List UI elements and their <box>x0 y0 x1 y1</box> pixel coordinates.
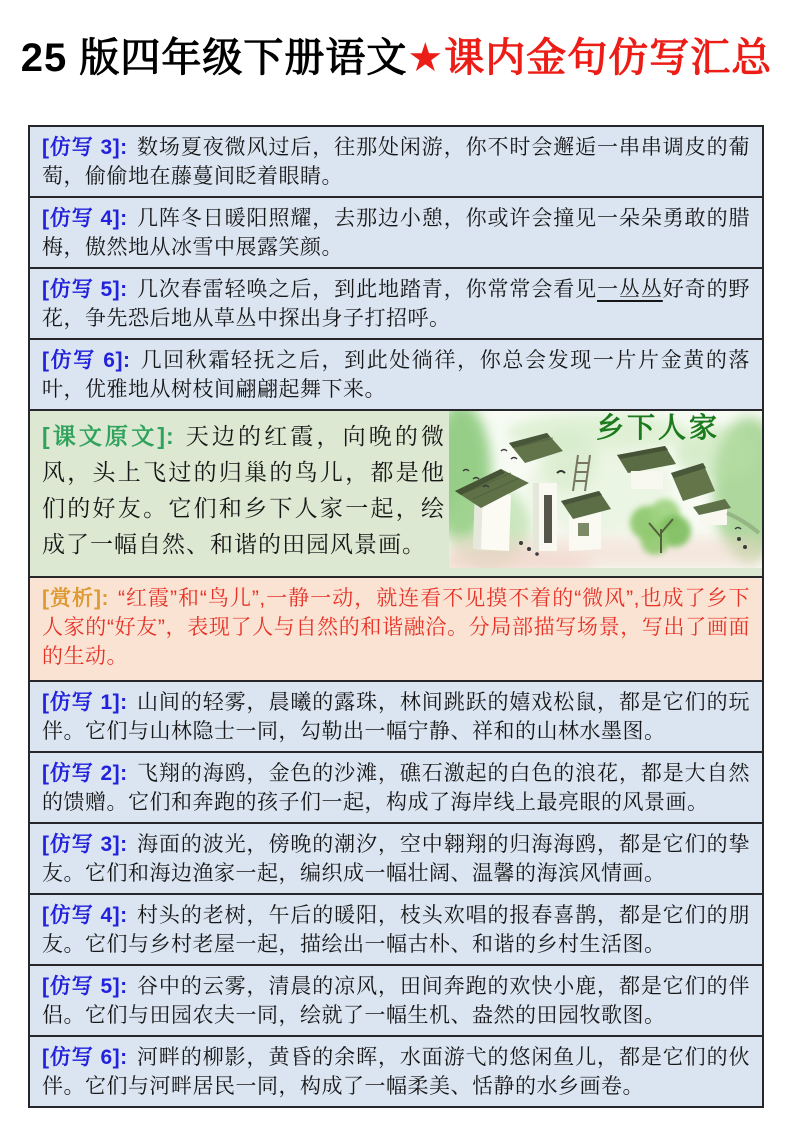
table-row-fangxie-4 <box>30 895 762 966</box>
table-row-fangxie-6 <box>30 1037 762 1106</box>
fangxie-label: [仿写 2]: <box>42 762 128 785</box>
table-row-fangxie-5 <box>30 966 762 1037</box>
fangxie-label: [仿写 6]: <box>42 349 131 372</box>
fangxie-text: 几阵冬日暖阳照耀，去那边小憩，你或许会撞见一朵朵勇敢的腊梅，傲然地从冰雪中展露笑颜。 <box>42 207 750 259</box>
page-title-red: ★课内金句仿写汇总 <box>407 36 773 80</box>
original-text-block <box>30 411 449 576</box>
fangxie-text: 村头的老树，午后的暖阳，枝头欢唱的报春喜鹊，都是它们的朋友。它们与乡村老屋一起，描绘出一幅古朴、和谐的乡村生活图。 <box>42 904 750 956</box>
fangxie-text: 河畔的柳影，黄昏的余晖，水面游弋的悠闲鱼儿，都是它们的伙伴。它们与河畔居民一同，构成了一幅柔美、恬静的水乡画卷。 <box>42 1046 750 1098</box>
page-title-black: 25 版四年级下册语文 <box>20 36 408 80</box>
original-text-label: [课文原文]: <box>42 423 175 449</box>
analysis-text: “红霞”和“鸟儿”,一静一动，就连看不见摸不着的“微风”,也成了乡下人家的“好友”，表现了人与自然的和谐融洽。分局部描写场景，写出了画面的生动。 <box>42 587 750 668</box>
worksheet-table <box>28 125 764 1108</box>
table-row-fangxie-5-top: [仿写 5]: 几次春雷轻唤之后，到此地踏青，你常常会看见一丛丛好奇的野花，争先恐后地从草丛中探出身子打招呼。 <box>30 269 762 340</box>
table-row-analysis <box>30 578 762 682</box>
fangxie-label: [仿写 4]: <box>42 207 128 230</box>
fangxie-label: [仿写 1]: <box>42 691 128 714</box>
fangxie-text: 山间的轻雾，晨曦的露珠，林间跳跃的嬉戏松鼠，都是它们的玩伴。它们与山林隐士一同，勾勒出一幅宁静、祥和的山林水墨图。 <box>42 691 750 743</box>
table-row-original-text <box>30 411 762 578</box>
fangxie-text: 飞翔的海鸥，金色的沙滩，礁石激起的白色的浪花，都是大自然的馈赠。它们和奔跑的孩子们一起，构成了海岸线上最亮眼的风景画。 <box>42 762 750 814</box>
fangxie-label: [仿写 6]: <box>42 1046 128 1069</box>
fangxie-label: [仿写 3]: <box>42 136 128 159</box>
table-row-fangxie-4-top <box>30 198 762 269</box>
page-title <box>0 26 793 83</box>
table-row-fangxie-3 <box>30 824 762 895</box>
table-row-fangxie-6-top <box>30 340 762 411</box>
fangxie-label: [仿写 5]: <box>42 278 128 301</box>
fangxie-label: [仿写 3]: <box>42 833 128 856</box>
fangxie-text: 谷中的云雾，清晨的凉风，田间奔跑的欢快小鹿，都是它们的伴侣。它们与田园农夫一同，绘就了一幅生机、盎然的田园牧歌图。 <box>42 975 750 1027</box>
table-row-fangxie-2 <box>30 753 762 824</box>
fangxie-text: 几次春雷轻唤之后，到此地踏青，你常常会看见 <box>136 278 598 301</box>
fangxie-text: 海面的波光，傍晚的潮汐，空中翱翔的归海海鸥，都是它们的挚友。它们和海边渔家一起，编织成一幅壮阔、温馨的海滨风情画。 <box>42 833 750 885</box>
original-text-body: 天边的红霞，向晚的微风，头上飞过的归巢的鸟儿，都是他们的好友。它们和乡下人家一起，绘成了一幅自然、和谐的田园风景画。 <box>42 423 446 557</box>
analysis-label: [赏析]: <box>42 587 109 610</box>
underlined-phrase: 一丛丛 <box>597 278 663 301</box>
table-row-fangxie-1 <box>30 682 762 753</box>
fangxie-label: [仿写 5]: <box>42 975 128 998</box>
fangxie-text: 数场夏夜微风过后，往那处闲游，你不时会邂逅一串串调皮的葡萄，偷偷地在藤蔓间眨着眼睛。 <box>42 136 750 188</box>
fangxie-text: 几回秋霜轻抚之后，到此处徜徉，你总会发现一片片金黄的落叶，优雅地从树枝间翩翩起舞下来。 <box>42 349 750 401</box>
illustration-title: 乡下人家 <box>595 412 720 443</box>
fangxie-label: [仿写 4]: <box>42 904 128 927</box>
countryside-illustration <box>449 411 762 576</box>
table-row-fangxie-3-top <box>30 127 762 198</box>
